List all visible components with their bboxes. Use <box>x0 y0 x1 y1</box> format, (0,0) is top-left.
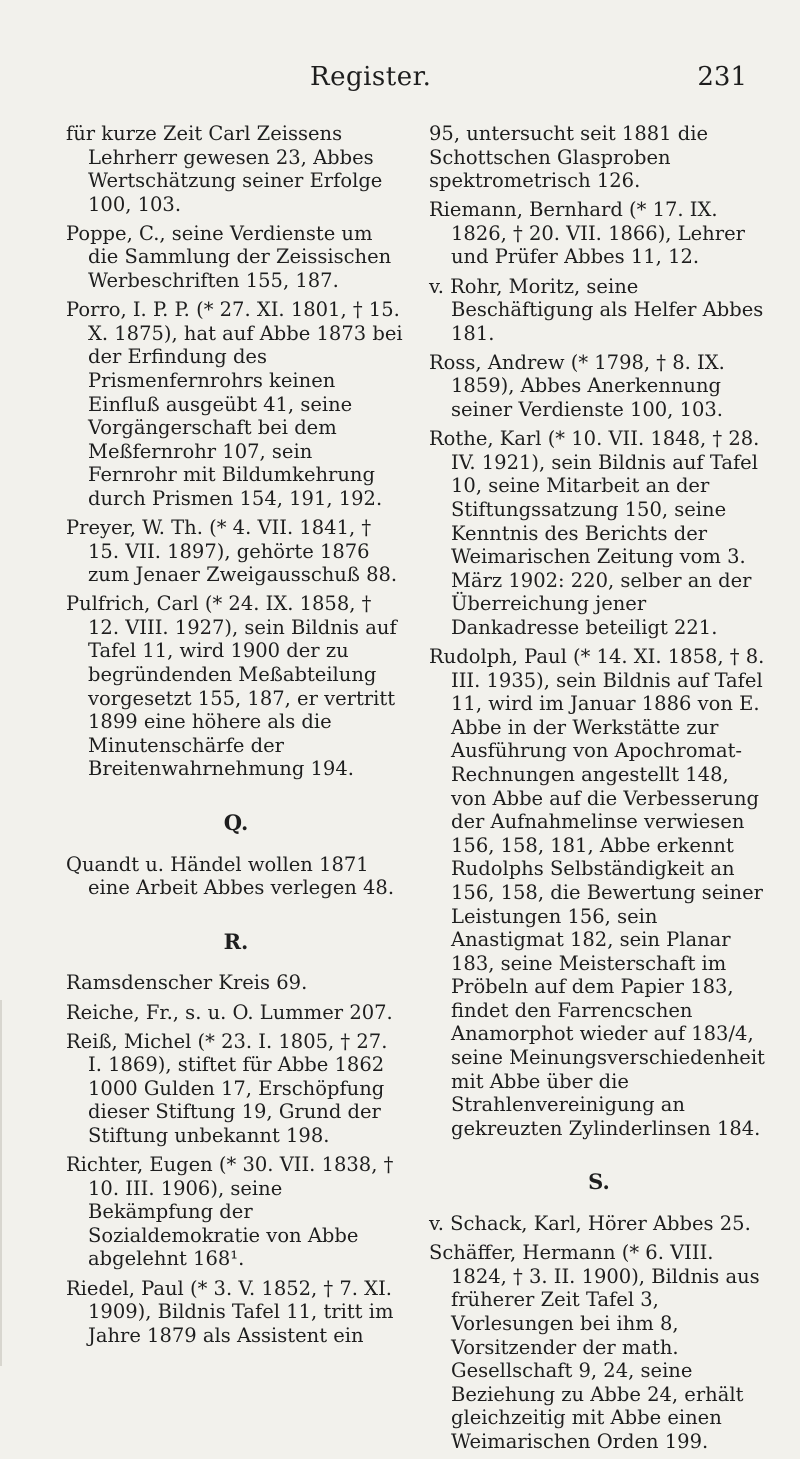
index-entry: für kurze Zeit Carl Zeissens Lehrherr gewesen 23, Abbes Wertschätzung seiner Erfolge 100, 103. <box>66 122 383 216</box>
right-column <box>429 122 769 1459</box>
index-entry: Richter, Eugen (* 30. VII. 1838, † 10. III. 1906), seine Bekämpfung der Sozialdemokratie von Abbe abgelehnt 168¹. <box>66 1153 394 1271</box>
index-entry: v. Rohr, Moritz, seine Beschäftigung als Helfer Abbes 181. <box>429 274 764 345</box>
index-entry: Reiche, Fr., s. u. O. Lummer 207. <box>66 1000 393 1024</box>
page-header <box>0 62 800 102</box>
index-entry: Poppe, C., seine Verdienste um die Sammlung der Zeissischen Werbeschriften 155, 187. <box>66 221 392 293</box>
index-entry: Pulfrich, Carl (* 24. IX. 1858, † 12. VIII. 1927), sein Bildnis auf Tafel 11, wird 1900 der zu begründenden Meßabteilung vorgesetzt 155, 187, er vertritt 1899 eine höhere als die Minutenschärfe der Breitenwahrnehmung 194. <box>66 592 397 781</box>
index-entry: Rothe, Karl (* 10. VII. 1848, † 28. IV. 1921), sein Bildnis auf Tafel 10, seine Mitarbeit an der Stiftungssatzung 150, seine Kenntnis des Berichts der Weimarischen Zeitung vom 3. März 1902: 220, selber an der Überreichung jener Dankadresse beteiligt 221. <box>429 427 760 639</box>
running-title: Register. <box>310 62 432 92</box>
index-entry: Riedel, Paul (* 3. V. 1852, † 7. XI. 1909), Bildnis Tafel 11, tritt im Jahre 1879 als Assistent ein <box>66 1276 394 1347</box>
section-heading-q: Q. <box>223 810 249 836</box>
index-entry: Porro, I. P. P. (* 27. XI. 1801, † 15. X. 1875), hat auf Abbe 1873 bei der Erfindung des Prismenfernrohrs keinen Einfluß ausgeübt 41, seine Vorgängerschaft bei dem Meßfernrohr 107, sein Fernrohr mit Bildumkehrung durch Prismen 154, 191, 192. <box>66 298 403 510</box>
left-column <box>66 122 406 1353</box>
section-heading-r: R. <box>223 928 249 954</box>
index-entry: Preyer, W. Th. (* 4. VII. 1841, † 15. VII. 1897), gehörte 1876 zum Jenaer Zweigausschuß 88. <box>66 516 398 587</box>
index-entry: Rudolph, Paul (* 14. XI. 1858, † 8. III. 1935), sein Bildnis auf Tafel 11, wird im Januar 1886 von E. Abbe in der Werkstätte zur Ausführung von Apochromat-Rechnungen angestellt 148, von Abbe auf die Verbesserung der Aufnahmelinse verwiesen 156, 158, 181, Abbe erkennt Rudolphs Selbständigkeit an 156, 158, die Bewertung seiner Leistungen 156, sein Anastigmat 182, sein Planar 183, seine Meisterschaft im Pröbeln auf dem Papier 183, findet den Farrencschen Anamorphot wieder auf 183/4, seine Meinungsverschiedenheit mit Abbe über die Strahlenvereinigung an gekreuzten Zylinderlinsen 184. <box>429 644 765 1140</box>
page-edge-shadow <box>0 1000 2 1366</box>
index-entry-continuation: 95, untersucht seit 1881 die Schottschen Glasproben spektrometrisch 126. <box>429 122 709 193</box>
index-entry: v. Schack, Karl, Hörer Abbes 25. <box>429 1212 751 1236</box>
index-entry: Ramsdenscher Kreis 69. <box>66 971 308 995</box>
section-heading-s: S. <box>588 1169 610 1195</box>
page-number: 231 <box>697 62 747 92</box>
index-entry: Ross, Andrew (* 1798, † 8. IX. 1859), Abbes Anerkennung seiner Verdienste 100, 103. <box>429 350 725 422</box>
index-entry: Quandt u. Händel wollen 1871 eine Arbeit Abbes verlegen 48. <box>66 852 395 900</box>
index-entry: Riemann, Bernhard (* 17. IX. 1826, † 20. VII. 1866), Lehrer und Prüfer Abbes 11, 12. <box>429 198 745 269</box>
index-entry: Reiß, Michel (* 23. I. 1805, † 27. I. 1869), stiftet für Abbe 1862 1000 Gulden 17, Erschöpfung dieser Stiftung 19, Grund der Stiftung unbekannt 198. <box>66 1029 388 1147</box>
index-entry: Schäffer, Hermann (* 6. VIII. 1824, † 3. II. 1900), Bildnis aus früherer Zeit Tafel 3, Vorlesungen bei ihm 8, Vorsitzender der math. Gesellschaft 9, 24, seine Beziehung zu Abbe 24, erhält gleichzeitig mit Abbe einen Weimarischen Orden 199. <box>429 1241 760 1453</box>
